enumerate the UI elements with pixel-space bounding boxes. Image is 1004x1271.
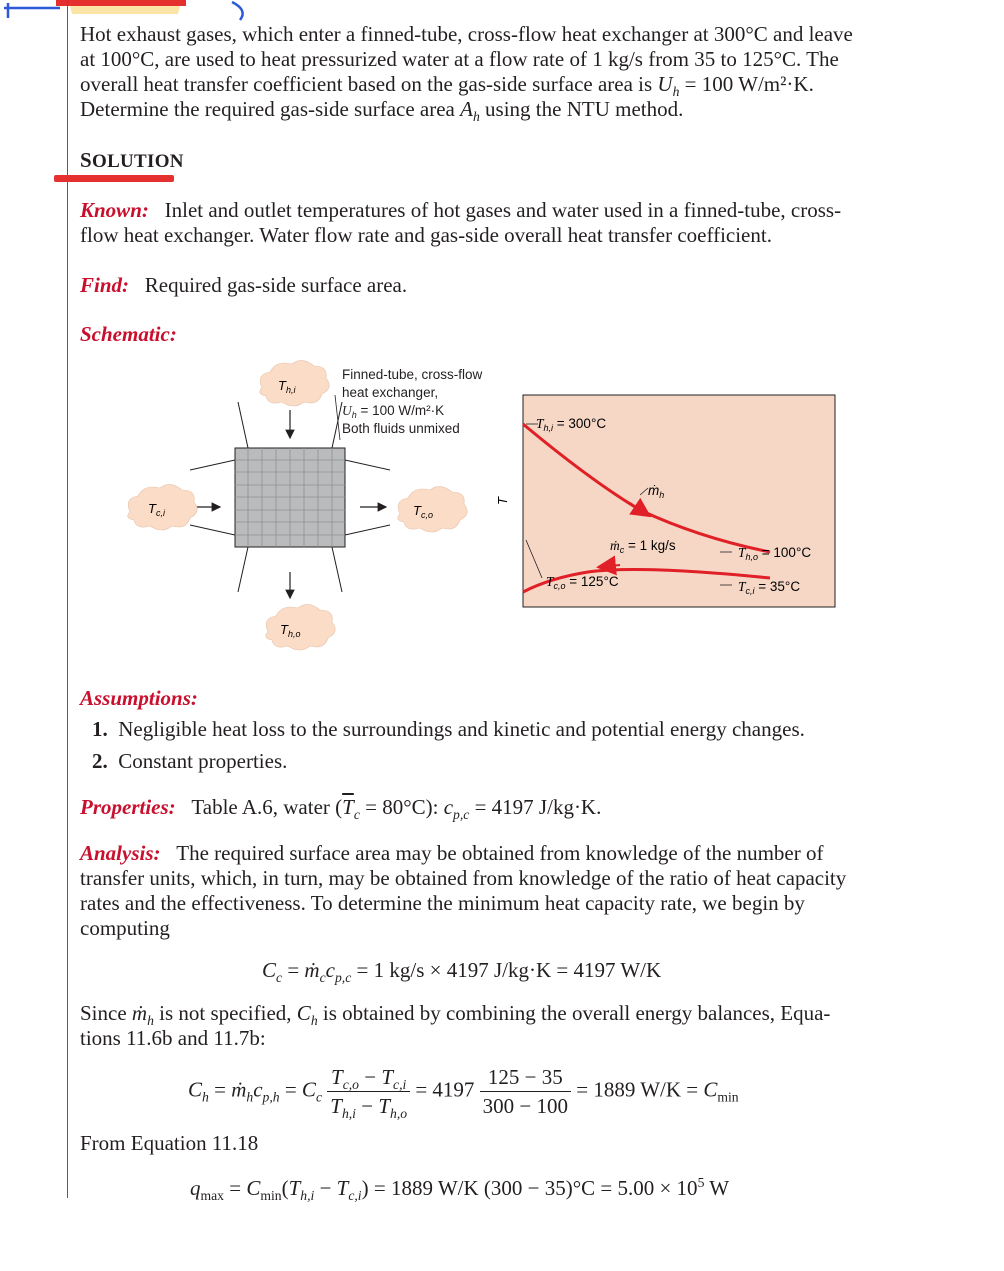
thi-cloud (260, 360, 329, 406)
problem-line: overall heat transfer coefficient based on the gas-side surface area is $U_h = 100$ W/m²·K. (80, 72, 814, 100)
svg-text:Tc,i: $T_{c,i}$ (148, 501, 165, 518)
properties-line: Properties: Table A.6, water $(\overline{T}_c = 80^\circ C)$: $c_{p,c} = 4197$ J/kg·K. (80, 795, 602, 823)
svg-text:ṁc = 1 kg/s: ṁ$_c$ = 1 kg/s (610, 538, 676, 555)
svg-text:Both fluids unmixed: Both fluids unmixed (342, 421, 460, 436)
from-equation-text: From Equation 11.18 (80, 1131, 259, 1155)
svg-text:Th,o: $T_{h,o}$ (280, 622, 301, 639)
blue-pen-annotation (0, 0, 260, 24)
assumption-item: 1. Negligible heat loss to the surroundings and kinetic and potential energy changes. (92, 717, 805, 741)
tco-cloud (398, 486, 467, 532)
find-section (80, 273, 407, 298)
tho-cloud (266, 604, 335, 650)
known-text: Inlet and outlet temperatures of hot gases and water used in a finned-tube, cross- (164, 198, 842, 222)
analysis-label: Analysis: (80, 841, 161, 865)
svg-text:Uh = 100 W/m²·K: $U_h = 100$ W/m²·K (342, 403, 445, 420)
find-text: Required gas-side surface area. (144, 273, 408, 297)
svg-text:heat exchanger,: heat exchanger, (342, 385, 439, 400)
svg-text:Th,i: $T_{h,i}$ (278, 378, 296, 395)
svg-text:Tc,o: $T_{c,o}$ (413, 503, 433, 520)
problem-line: at 100°C, are used to heat pressurized water at a flow rate of 1 kg/s from 35 to 125°C. The (80, 47, 839, 71)
schematic-diagram (120, 360, 840, 660)
temperature-plot (495, 395, 835, 607)
solution-heading: SOLUTION (80, 148, 184, 172)
svg-text:ṁh: ṁ$_h$ (648, 483, 665, 500)
assumptions-label: Assumptions: (80, 686, 198, 710)
assumption-item: 2. Constant properties. (92, 749, 288, 773)
svg-text:Tc,o = 125°C: $T_{c,o} = 125^\circ C$ (546, 574, 619, 591)
svg-text:T: T (495, 497, 510, 505)
find-label: Find: (80, 273, 130, 297)
svg-text:Tc,i = 35°C: $T_{c,i} = 35^\circ C$ (738, 579, 801, 596)
problem-line: Hot exhaust gases, which enter a finned-tube, cross-flow heat exchanger at 300°C and leave (80, 22, 853, 46)
problem-line: Determine the required gas-side surface area $A_h$ using the NTU method. (80, 97, 684, 125)
svg-text:Finned-tube, cross-flow: Finned-tube, cross-flow (342, 367, 483, 382)
red-underline-annotation (54, 175, 174, 182)
schematic-label: Schematic: (80, 322, 177, 346)
known-label: Known: (80, 198, 149, 222)
equation-ch: $C_h$ = $ṁ_hc_{p,h} = C_c$ $\frac{T_{c,o} - T_{c,i}}{T_{h,i} - T_{h,o}}$ = 4197 $\frac{125 - 35}{300 - 100}$ = 1889 $W/K = C_{min}$ (188, 1065, 739, 1122)
svg-text:Th,o = 100°C: $T_{h,o} = 100^\circ C$ (738, 545, 812, 562)
exchanger-note (335, 367, 483, 440)
since-paragraph: Since ṁ$_h$ is not specified, $C_h$ is obtained by combining the overall energy balances, Equa- tions 11.6b and 11.7b: (80, 1001, 831, 1050)
known-text: flow heat exchanger. Water flow rate and gas-side overall heat transfer coefficient. (80, 223, 772, 247)
known-section (80, 198, 890, 248)
analysis-section: Analysis: The required surface area may be obtained from knowledge of the number of transfer units, which, in turn, may be obtained from knowledge of the ratio of heat capacity rates and the effectiveness. To determine the minimum heat capacity rate, we begin by computing (80, 841, 847, 940)
equation-qmax: $q_{max} = C_{min}(T_{h,i} - T_{c,i}) = 1889$ W/K $(300 - 35)^\circ C = 5.00 \times 10^5$ W (190, 1175, 730, 1204)
equation-cc: $C_c$ = $ṁ_cc_{p,c} = 1$ kg/s × 4197 J/kg·K = 4197 W/K (262, 958, 662, 986)
svg-text:Th,i = 300°C: $T_{h,i} = 300^\circ C$ (536, 416, 607, 433)
problem-statement (80, 22, 890, 125)
tci-cloud (128, 484, 197, 530)
